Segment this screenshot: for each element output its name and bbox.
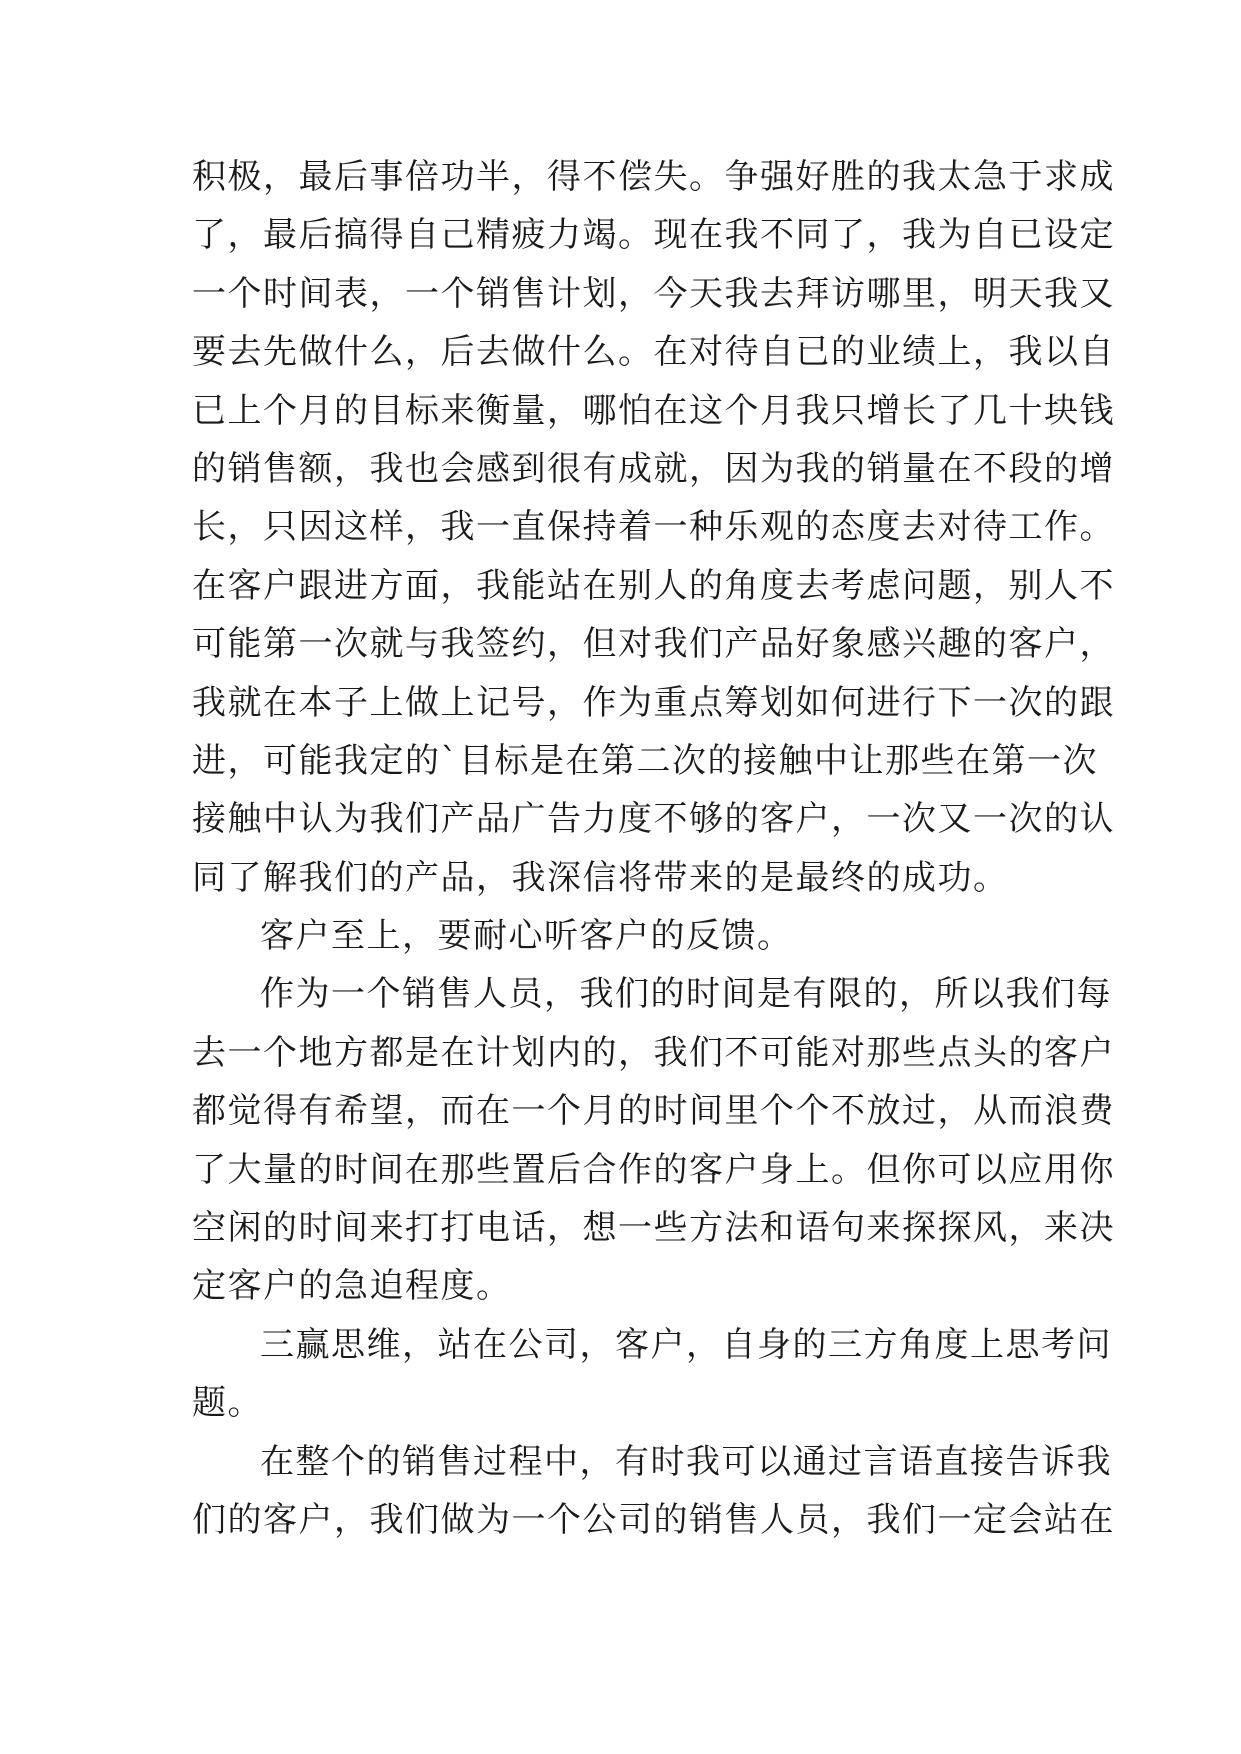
text-line: 了，最后搞得自己精疲力竭。现在我不同了，我为自已设定: [192, 215, 1115, 256]
text-line: 积极，最后事倍功半，得不偿失。争强好胜的我太急于求成: [192, 157, 1115, 197]
text-line: 的销售额，我也会感到很有成就，因为我的销量在不段的增: [192, 448, 1115, 489]
text-line: 都觉得有希望，而在一个月的时间里个个不放过，从而浪费: [192, 1091, 1115, 1132]
text-line: 同了解我们的产品，我深信将带来的是最终的成功。: [192, 857, 1009, 898]
text-line: 客户至上，要耐心听客户的反馈。: [260, 916, 793, 957]
text-line: 可能第一次就与我签约，但对我们产品好象感兴趣的客户，: [192, 624, 1115, 665]
text-line: 在整个的销售过程中，有时我可以通过言语直接告诉我: [260, 1441, 1112, 1482]
text-line: 去一个地方都是在计划内的，我们不可能对那些点头的客户: [192, 1032, 1115, 1073]
text-line: 已上个月的目标来衡量，哪怕在这个月我只增长了几十块钱: [192, 390, 1115, 431]
text-line: 们的客户，我们做为一个公司的销售人员，我们一定会站在: [192, 1499, 1115, 1540]
text-line: 在客户跟进方面，我能站在别人的角度去考虑问题，别人不: [192, 565, 1115, 606]
text-line: 定客户的急迫程度。: [192, 1266, 512, 1307]
text-line: 我就在本子上做上记号，作为重点筹划如何进行下一次的跟: [192, 682, 1115, 723]
text-line: 长，只因这样，我一直保持着一种乐观的态度去对待工作。: [192, 507, 1115, 548]
text-line: 一个时间表，一个销售计划，今天我去拜访哪里，明天我又: [192, 273, 1115, 314]
text-line: 空闲的时间来打打电话，想一些方法和语句来探探风，来决: [192, 1208, 1115, 1249]
text-line: 题。: [192, 1383, 263, 1424]
body-text: [192, 148, 1115, 1549]
text-line: 作为一个销售人员，我们的时间是有限的，所以我们每: [260, 974, 1112, 1015]
text-line: 进，可能我定的`目标是在第二次的接触中让那些在第一次: [192, 740, 1098, 781]
text-line: 要去先做什么，后去做什么。在对待自已的业绩上，我以自: [192, 332, 1115, 373]
text-line: 三赢思维，站在公司，客户，自身的三方角度上思考问: [260, 1324, 1112, 1365]
text-line: 了大量的时间在那些置后合作的客户身上。但你可以应用你: [192, 1149, 1115, 1190]
text-line: 接触中认为我们产品广告力度不够的客户，一次又一次的认: [192, 799, 1115, 840]
